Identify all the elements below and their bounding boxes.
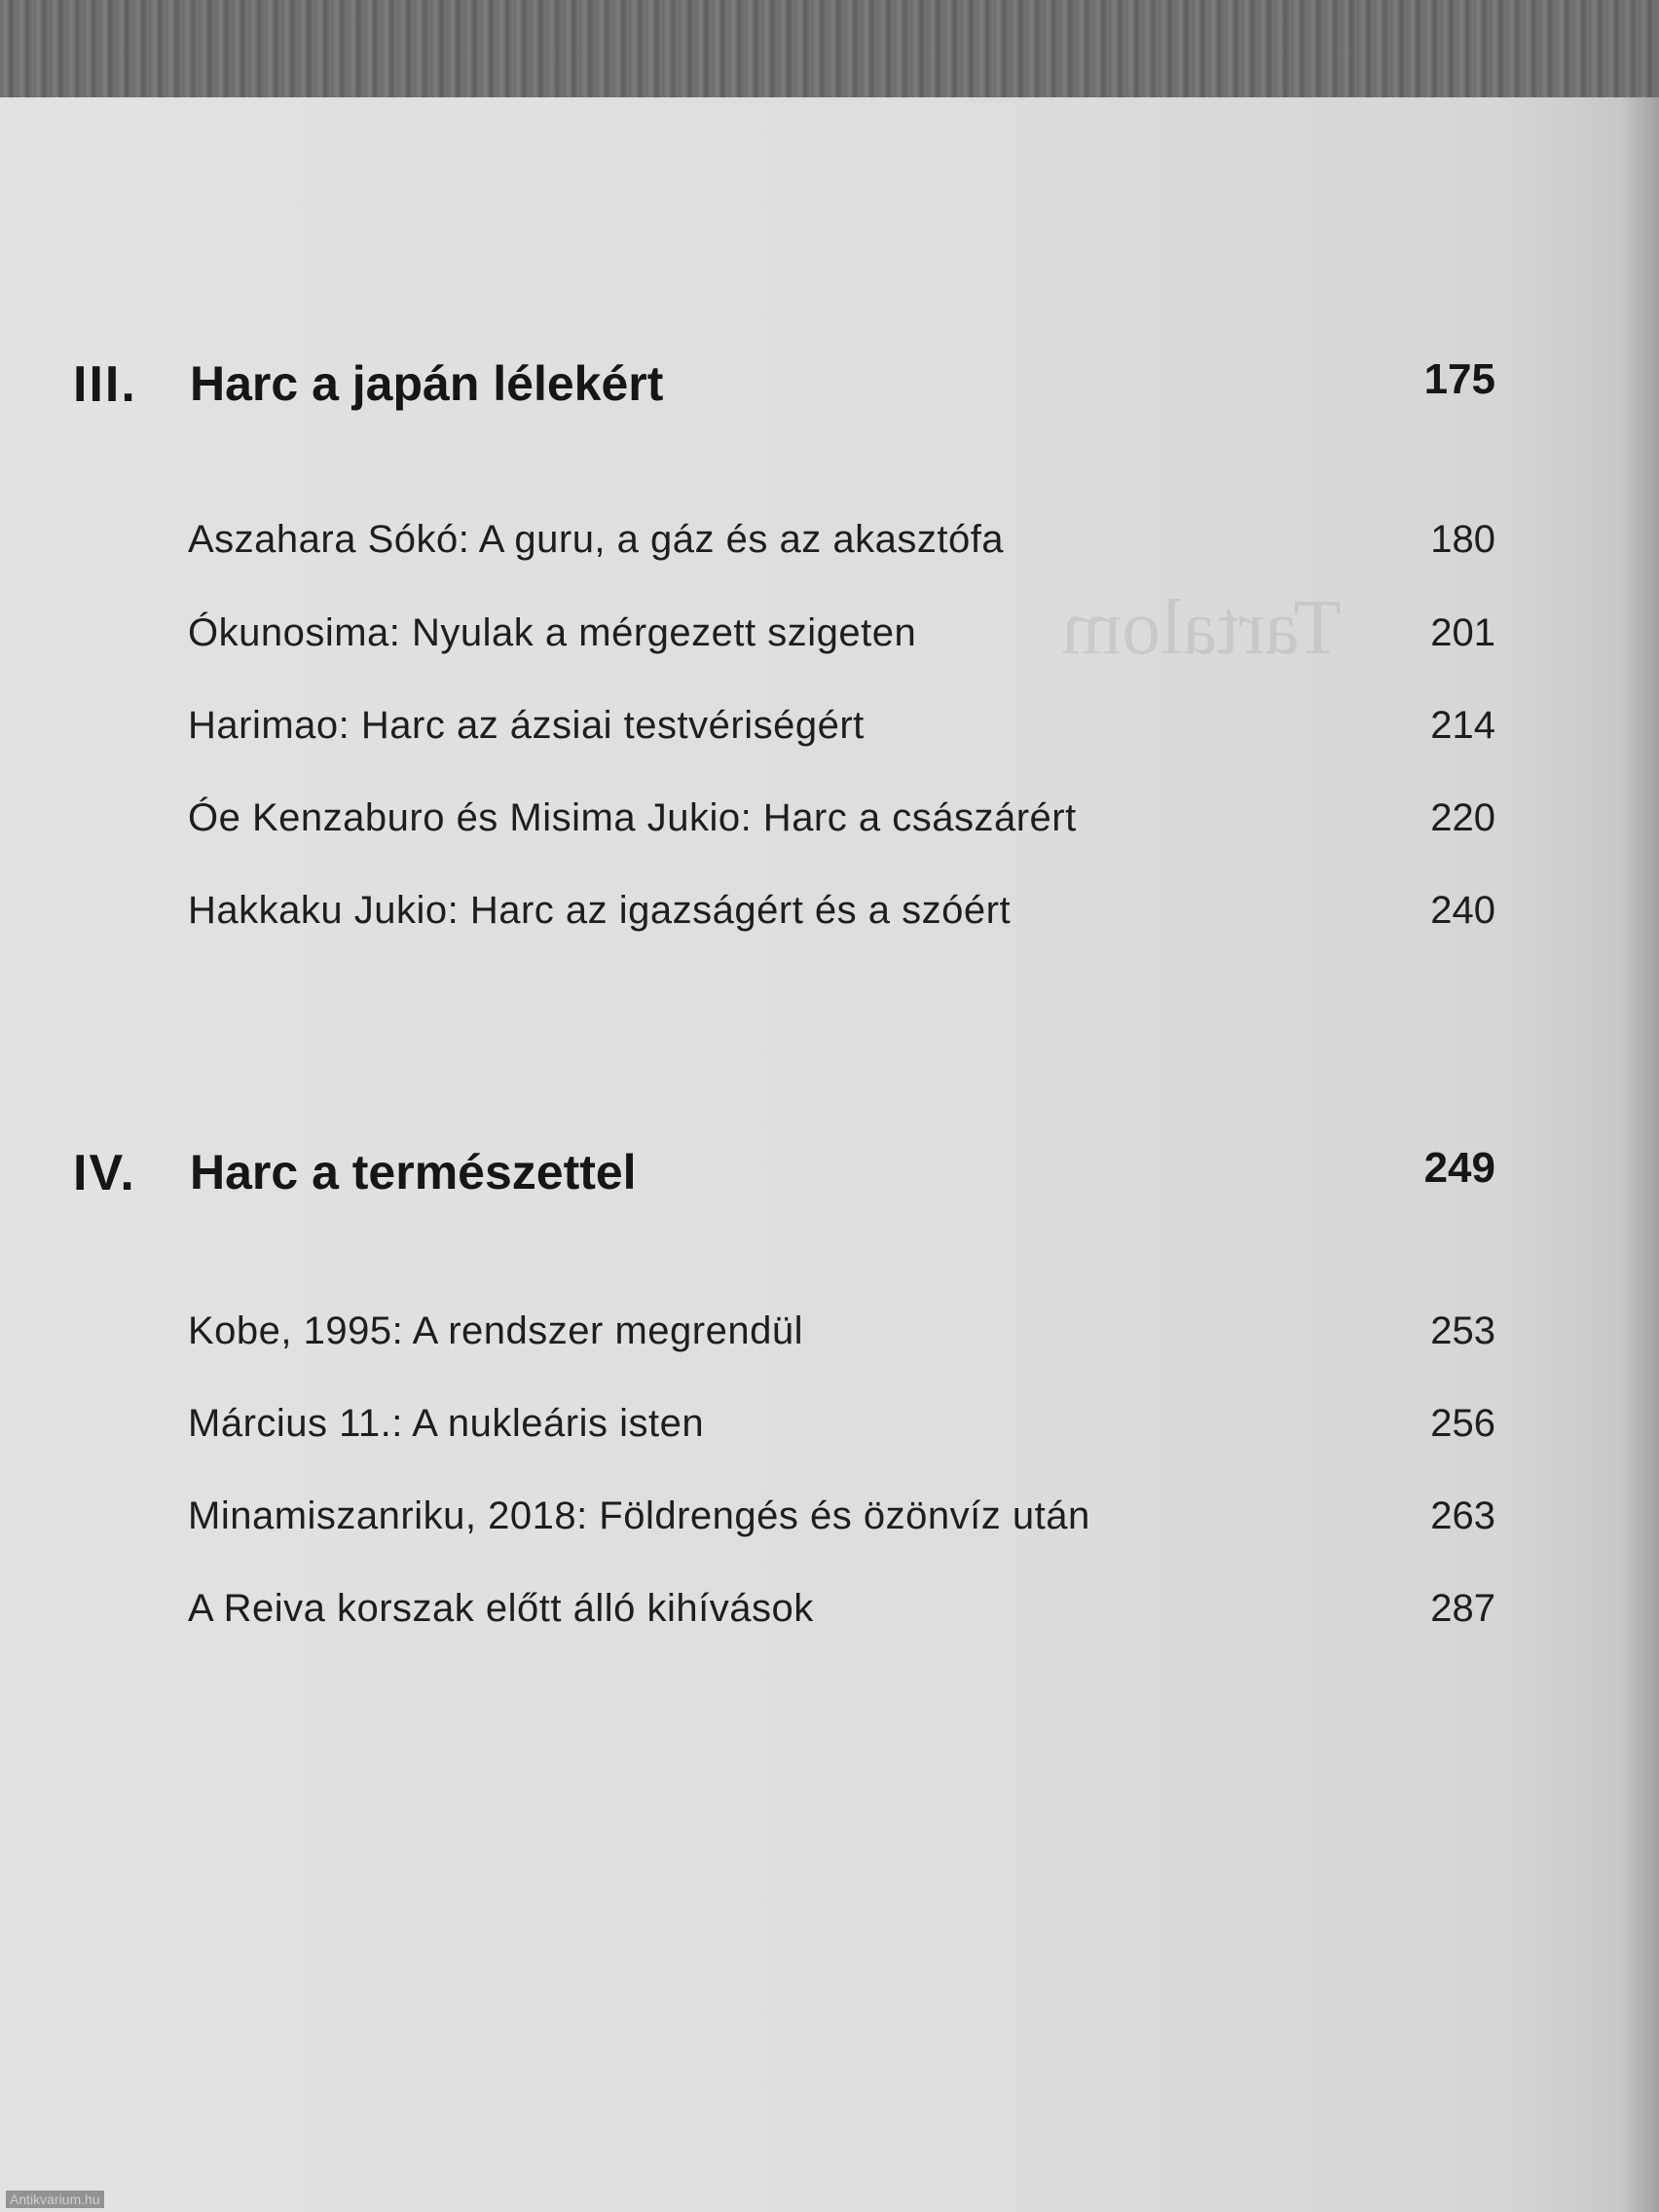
toc-entry [0,1494,1659,1553]
toc-entry [0,1309,1659,1368]
bleed-through-title: Tartalom [1061,585,1342,671]
entry-page-number: 180 [1430,518,1495,561]
section-heading [0,355,1659,433]
entry-title: Március 11.: A nukleáris isten [188,1402,705,1445]
entry-page-number: 253 [1430,1309,1495,1352]
watermark: Antikvarium.hu [6,2191,104,2208]
entry-title: Kobe, 1995: A rendszer megrendül [188,1309,803,1352]
entry-page-number: 287 [1430,1587,1495,1630]
toc-entry [0,1402,1659,1460]
section-page-number: 249 [1423,1144,1495,1192]
toc-entry [0,889,1659,947]
entry-title: Ókunosima: Nyulak a mérgezett szigeten [188,611,917,654]
toc-entry [0,611,1659,670]
entry-page-number: 240 [1430,889,1495,932]
entry-page-number: 214 [1430,704,1495,747]
entry-title: Aszahara Sókó: A guru, a gáz és az akasztófa [188,518,1005,561]
entry-title: A Reiva korszak előtt álló kihívások [188,1587,814,1630]
entry-title: Óe Kenzaburo és Misima Jukio: Harc a császárért [188,796,1077,839]
toc-entry [0,1587,1659,1645]
section-numeral: IV. [73,1145,136,1201]
entry-title: Minamiszanriku, 2018: Földrengés és özönvíz után [188,1494,1090,1537]
entry-title: Harimao: Harc az ázsiai testvériségért [188,704,865,747]
section-numeral: III. [73,356,137,413]
toc-entry [0,704,1659,762]
section-page-number: 175 [1423,355,1495,403]
entry-page-number: 263 [1430,1494,1495,1537]
entry-page-number: 256 [1430,1402,1495,1445]
section-title: Harc a természettel [190,1145,637,1199]
toc-entry [0,518,1659,576]
section-heading [0,1144,1659,1222]
entry-title: Hakkaku Jukio: Harc az igazságért és a szóért [188,889,1012,932]
entry-page-number: 201 [1430,611,1495,654]
toc-entry [0,796,1659,855]
entry-page-number: 220 [1430,796,1495,839]
section-title: Harc a japán lélekért [190,356,664,411]
